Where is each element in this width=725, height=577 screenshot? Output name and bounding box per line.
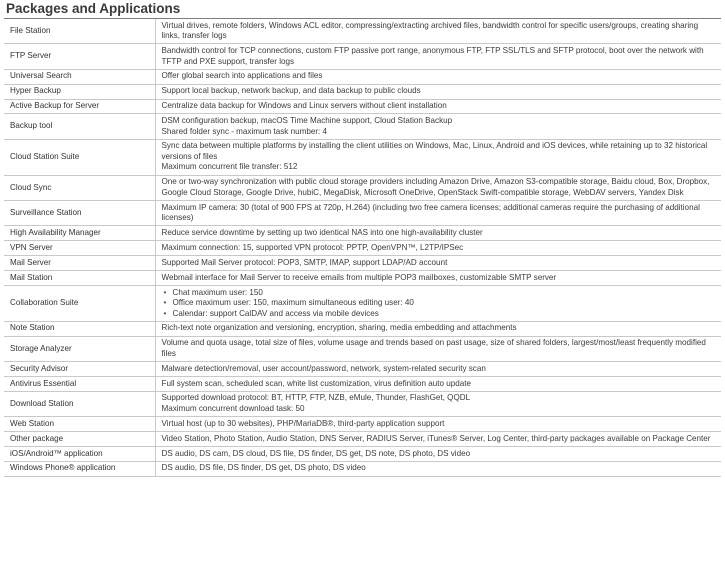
package-name: Storage Analyzer	[4, 336, 155, 361]
package-description	[155, 271, 721, 286]
package-description	[155, 139, 721, 175]
table-row	[4, 376, 721, 391]
package-description	[155, 256, 721, 271]
package-name: Cloud Sync	[4, 175, 155, 200]
description-line: Bandwidth control for TCP connections, custom FTP passive port range, anonymous FTP, FTP SSL/TLS and SFTP protocol, boot over the network with TFTP and PXE support, transfer logs	[161, 46, 704, 66]
table-row	[4, 201, 721, 226]
description-line: Webmail interface for Mail Server to receive emails from multiple POP3 mailboxes, customizable SMTP server	[161, 272, 557, 282]
package-name: Note Station	[4, 321, 155, 336]
description-line: Maximum connection: 15, supported VPN protocol: PPTP, OpenVPN™, L2TP/IPSec	[161, 242, 464, 252]
package-description	[155, 175, 721, 200]
package-description	[155, 285, 721, 321]
table-row	[4, 362, 721, 377]
description-line: Malware detection/removal, user account/password, network, system-related security scan	[161, 363, 486, 373]
package-description	[155, 69, 721, 84]
package-name: FTP Server	[4, 44, 155, 69]
description-bullet: • Chat maximum user: 150	[162, 288, 716, 299]
description-line: Virtual drives, remote folders, Windows ACL editor, compressing/extracting archived files, bandwidth control for specific users/groups, creating sharing links, transfer logs	[161, 20, 699, 41]
description-line: DS audio, DS cam, DS cloud, DS file, DS finder, DS get, DS note, DS photo, DS video	[161, 448, 471, 458]
package-name: Antivirus Essential	[4, 376, 155, 391]
package-description	[155, 391, 721, 416]
package-name: Download Station	[4, 391, 155, 416]
package-name: Security Advisor	[4, 362, 155, 377]
table-row	[4, 84, 721, 99]
description-line: Video Station, Photo Station, Audio Station, DNS Server, RADIUS Server, iTunes® Server, Log Center, third-party packages available on Package Center	[161, 433, 711, 443]
description-line: Full system scan, scheduled scan, white list customization, virus definition auto update	[161, 378, 472, 388]
table-row	[4, 44, 721, 69]
table-row	[4, 226, 721, 241]
description-line: Volume and quota usage, total size of files, volume usage and trends based on past usage, size of shared folders, largest/most/least frequently modified files	[161, 338, 706, 358]
package-name: Windows Phone® application	[4, 461, 155, 476]
table-row	[4, 69, 721, 84]
package-name: Collaboration Suite	[4, 285, 155, 321]
description-bullet: • Office maximum user: 150, maximum simultaneous editing user: 40	[162, 298, 716, 309]
description-line: Shared folder sync - maximum task number: 4	[161, 126, 328, 136]
description-line: Maximum IP camera: 30 (total of 900 FPS at 720p, H.264) (including two free camera licenses; additional cameras require the purchasing of additional licenses)	[161, 202, 700, 223]
package-description	[155, 241, 721, 256]
table-row	[4, 99, 721, 114]
description-line: Offer global search into applications and files	[161, 71, 323, 81]
table-row	[4, 175, 721, 200]
package-description	[155, 461, 721, 476]
description-bullet: • Calendar: support CalDAV and access via mobile devices	[162, 309, 716, 320]
package-description	[155, 201, 721, 226]
package-name: Hyper Backup	[4, 84, 155, 99]
description-line: Sync data between multiple platforms by installing the client utilities on Windows, Mac, Linux, Android and iOS devices, while retaining up to 32 historical versions of files	[161, 141, 708, 161]
package-description	[155, 362, 721, 377]
package-description	[155, 417, 721, 432]
package-name: Other package	[4, 432, 155, 447]
table-row	[4, 321, 721, 336]
description-line: Supported Mail Server protocol: POP3, SMTP, IMAP, support LDAP/AD account	[161, 257, 448, 267]
table-row	[4, 139, 721, 175]
package-description	[155, 44, 721, 69]
description-line: Virtual host (up to 30 websites), PHP/MariaDB®, third-party application support	[161, 418, 445, 428]
package-name: Universal Search	[4, 69, 155, 84]
table-row	[4, 417, 721, 432]
package-description	[155, 84, 721, 99]
description-line: Supported download protocol: BT, HTTP, FTP, NZB, eMule, Thunder, FlashGet, QQDL	[161, 393, 471, 403]
package-name: High Availability Manager	[4, 226, 155, 241]
description-line: DSM configuration backup, macOS Time Machine support, Cloud Station Backup	[161, 116, 453, 126]
table-row	[4, 391, 721, 416]
package-name: Surveillance Station	[4, 201, 155, 226]
package-description	[155, 446, 721, 461]
description-line: Centralize data backup for Windows and Linux servers without client installation	[161, 101, 447, 111]
description-line: Support local backup, network backup, and data backup to public clouds	[161, 86, 421, 96]
section-title: Packages and Applications	[4, 0, 721, 19]
package-name: Mail Station	[4, 271, 155, 286]
table-row	[4, 461, 721, 476]
package-name: VPN Server	[4, 241, 155, 256]
description-line: Maximum concurrent download task: 50	[161, 403, 305, 413]
package-description	[155, 19, 721, 44]
table-row	[4, 256, 721, 271]
package-name: Active Backup for Server	[4, 99, 155, 114]
description-line: One or two-way synchronization with public cloud storage providers including Amazon Drive, Amazon S3-compatible storage, Baidu cloud, Box, Dropbox, Google Cloud Storage, Google Drive, hubiC, MegaDisk, Microsoft OneDrive, OpenStack Swift-compatible storage, WebDAV servers, Yandex Disk	[161, 177, 710, 197]
package-description	[155, 99, 721, 114]
table-row	[4, 432, 721, 447]
table-row	[4, 271, 721, 286]
description-line: Rich-text note organization and versioning, encryption, sharing, media embedding and attachments	[161, 323, 517, 333]
table-row	[4, 19, 721, 44]
description-line: Maximum concurrent file transfer: 512	[161, 162, 298, 172]
package-description	[155, 376, 721, 391]
package-name: Mail Server	[4, 256, 155, 271]
package-description	[155, 114, 721, 139]
package-name: File Station	[4, 19, 155, 44]
package-name: Web Station	[4, 417, 155, 432]
package-description	[155, 336, 721, 361]
package-description	[155, 321, 721, 336]
description-line: DS audio, DS file, DS finder, DS get, DS photo, DS video	[161, 463, 366, 473]
package-name: Cloud Station Suite	[4, 139, 155, 175]
table-row	[4, 446, 721, 461]
table-row	[4, 336, 721, 361]
description-line: Reduce service downtime by setting up two identical NAS into one high-availability cluster	[161, 228, 483, 238]
table-row	[4, 114, 721, 139]
table-row	[4, 241, 721, 256]
package-name: iOS/Android™ application	[4, 446, 155, 461]
package-description	[155, 226, 721, 241]
package-description	[155, 432, 721, 447]
packages-table-body	[4, 19, 721, 476]
table-row	[4, 285, 721, 321]
packages-table	[4, 19, 721, 477]
package-name: Backup tool	[4, 114, 155, 139]
